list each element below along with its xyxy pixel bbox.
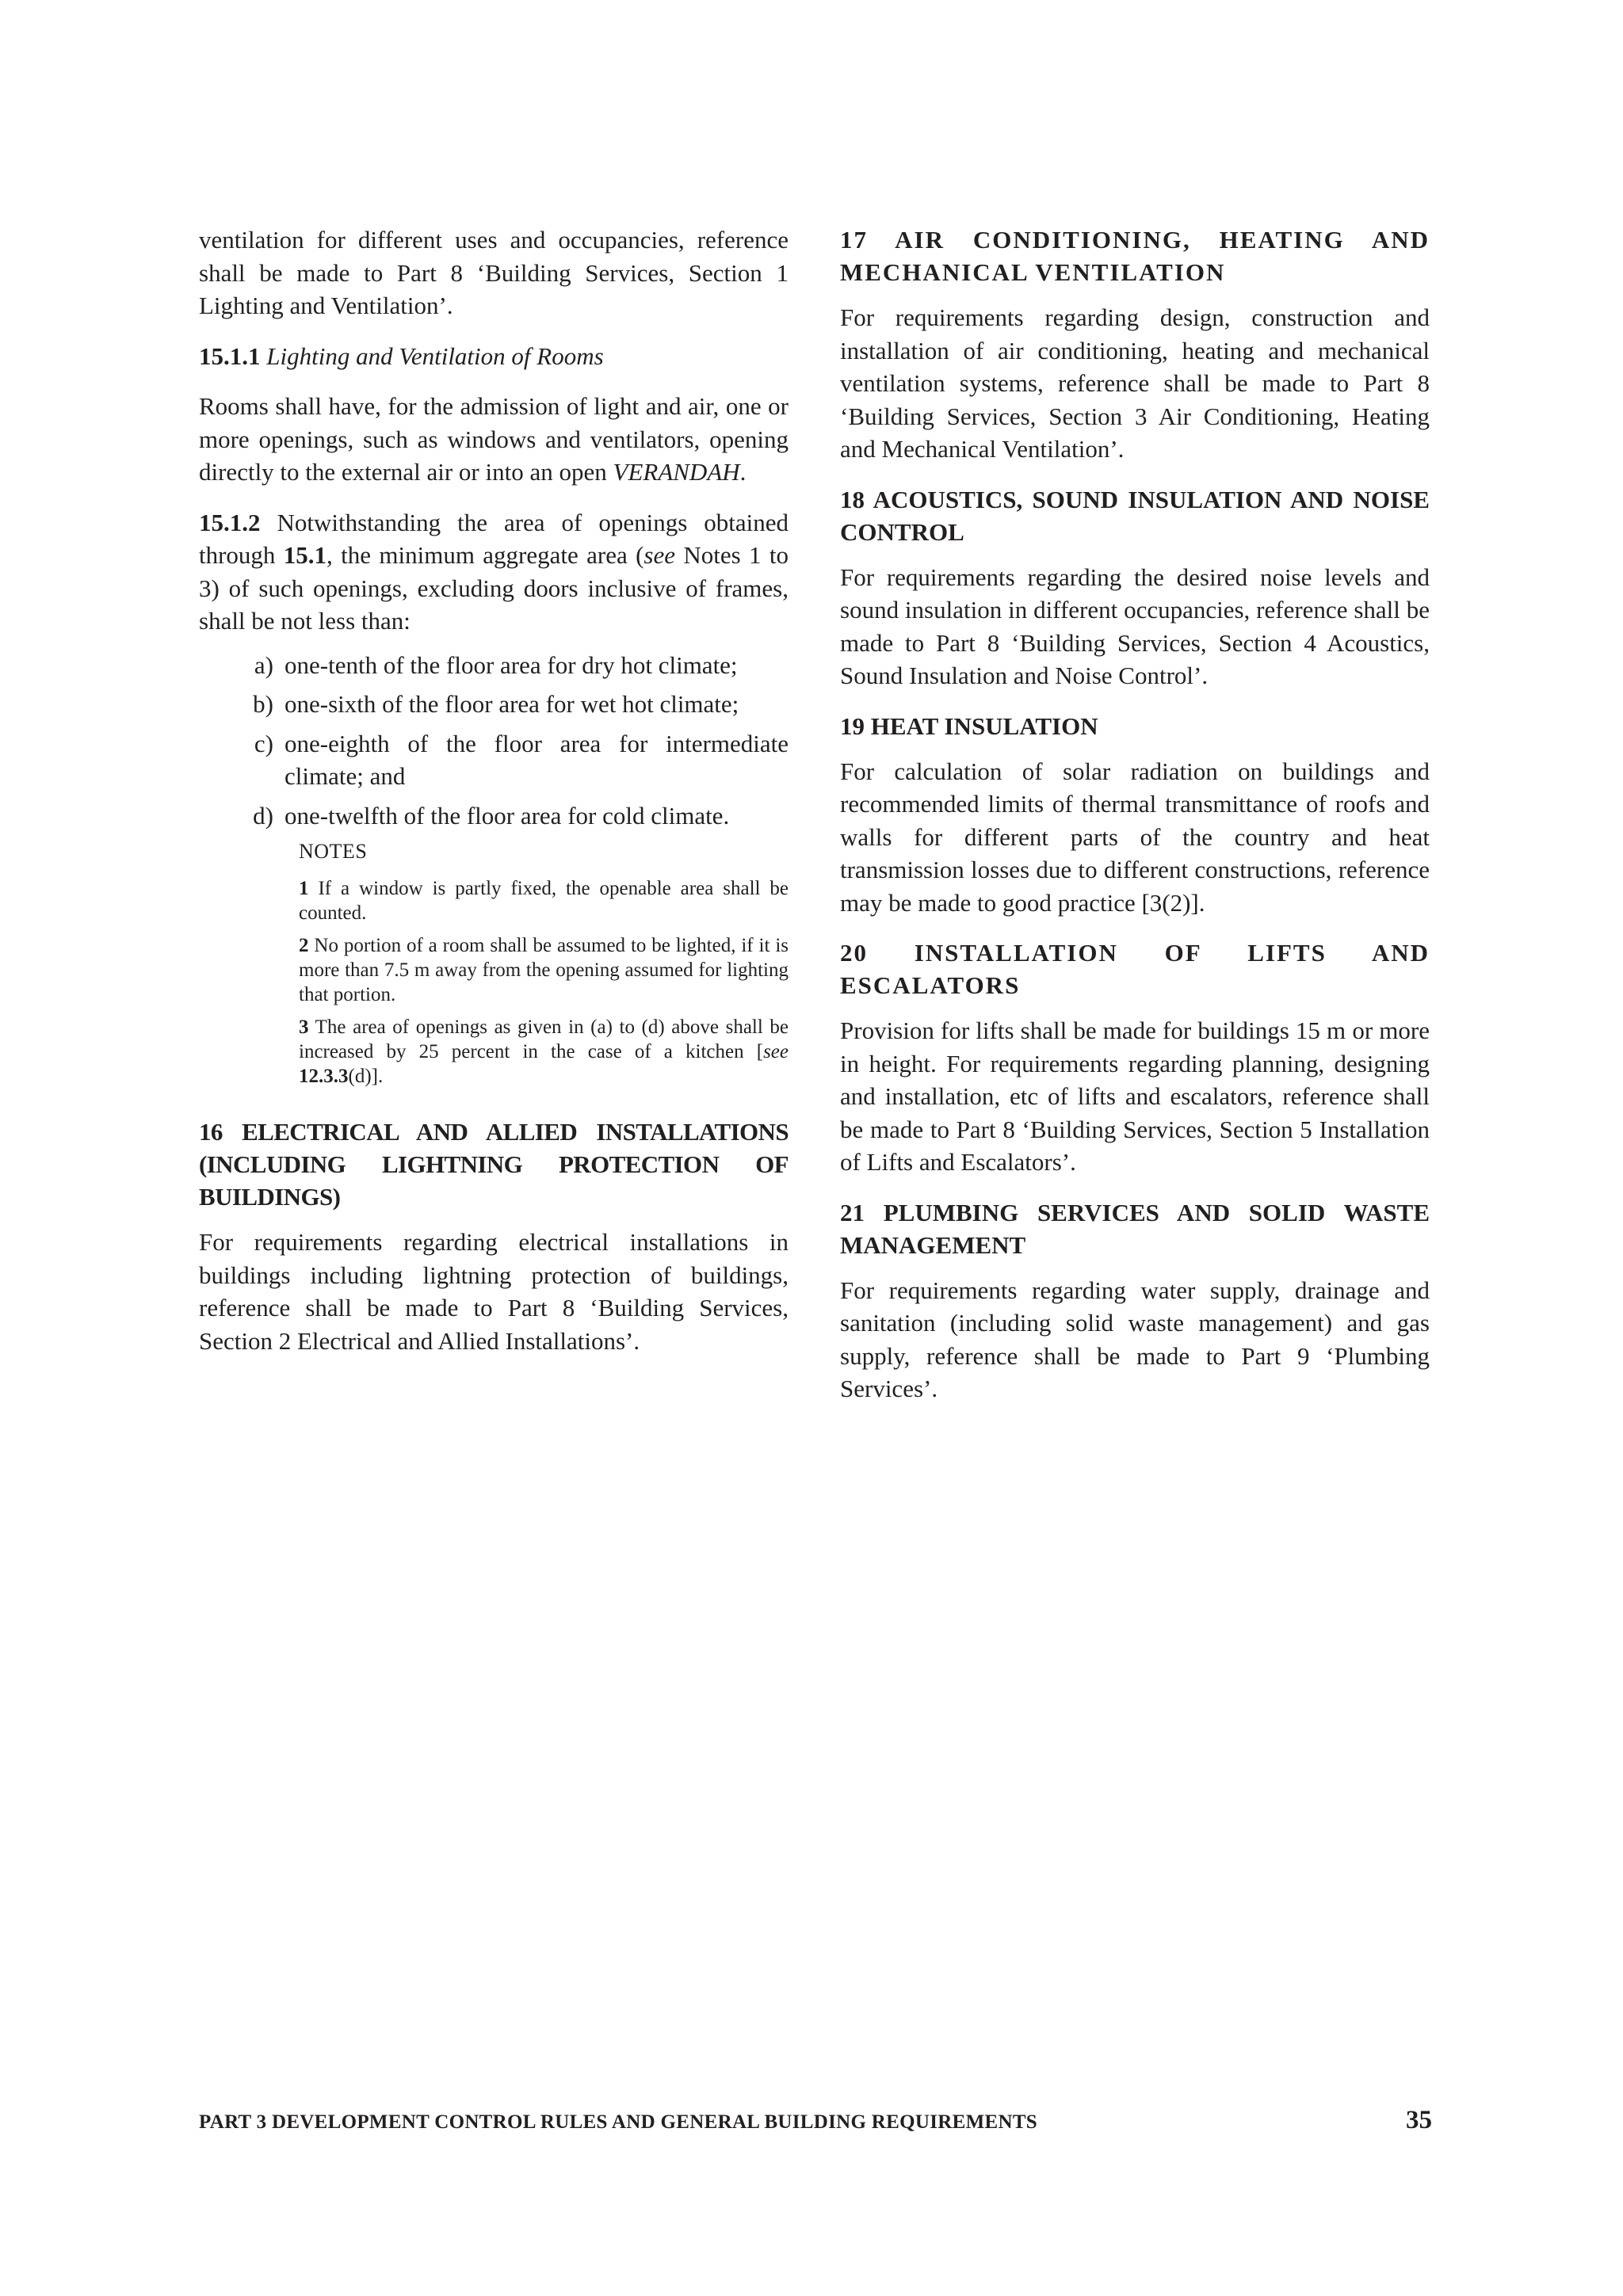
paragraph-text: , the minimum aggregate area ( bbox=[327, 541, 644, 569]
section-20-heading: 20 INSTALLATION OF LIFTS AND ESCALATORS bbox=[840, 939, 1430, 999]
section-21-body: For requirements regarding water supply, drainage and sanitation (including solid waste management) and gas supply, reference shall be made to Part 9 ‘Plumbing Services’. bbox=[840, 1276, 1430, 1402]
section-16-heading: 16 ELECTRICAL AND ALLIED INSTALLATIONS (INCLUDING LIGHTNING PROTECTION OF BUILDINGS) bbox=[199, 1118, 789, 1211]
section-19-body: For calculation of solar radiation on buildings and recommended limits of thermal transmittance of roofs and walls for different parts of the country and heat transmission losses due to different constructions, reference may be made to good practice [3(2)]. bbox=[840, 757, 1430, 917]
section-18-heading: 18 ACOUSTICS, SOUND INSULATION AND NOISE CONTROL bbox=[840, 485, 1430, 546]
section-17-body: For requirements regarding design, construction and installation of air conditioning, heating and mechanical ventilation systems, reference shall be made to Part 8 ‘Building Services, Section 3 Air Conditioning, Heating and Mechanical Ventilation’. bbox=[840, 303, 1430, 463]
section-18-body: For requirements regarding the desired noise levels and sound insulation in different occupancies, reference shall be made to Part 8 ‘Building Services, Section 4 Acoustics, Sound Insulation and Noise Control’. bbox=[840, 563, 1430, 689]
opening-area-list bbox=[199, 649, 789, 833]
note-text-end: (d)]. bbox=[348, 1066, 384, 1087]
list-text: one-sixth of the floor area for wet hot climate; bbox=[285, 690, 739, 718]
verandah-term: VERANDAH bbox=[613, 458, 740, 486]
list-item bbox=[199, 688, 789, 721]
right-column bbox=[840, 223, 1430, 1423]
notes-heading: NOTES bbox=[299, 840, 368, 863]
clause-reference: 15.1 bbox=[283, 541, 327, 569]
list-text: one-twelfth of the floor area for cold climate. bbox=[285, 801, 730, 830]
see-italic: see bbox=[643, 541, 675, 569]
subsection-title: Lighting and Ventilation of Rooms bbox=[266, 341, 604, 370]
list-item bbox=[199, 799, 789, 833]
notes-block bbox=[299, 838, 789, 1089]
list-item bbox=[199, 649, 789, 682]
note-text: No portion of a room shall be assumed to be lighted, if it is more than 7.5 m away from the opening assumed for lighting that portion. bbox=[299, 935, 789, 1005]
subsection-15-1-1-heading bbox=[199, 340, 789, 373]
list-label: a) bbox=[254, 650, 273, 679]
list-label: b) bbox=[253, 690, 273, 718]
note-number: 1 bbox=[299, 878, 309, 899]
list-label: c) bbox=[254, 729, 273, 757]
paragraph-text: Rooms shall have, for the admission of light and air, one or more openings, such as windows and ventilators, opening directly to the external air or into an open bbox=[199, 392, 789, 486]
note-item bbox=[299, 933, 789, 1007]
paragraph-text: Notes 1 to 3) of such openings, excluding doors inclusive of frames, shall be not less than: bbox=[199, 541, 789, 635]
section-17-heading: 17 AIR CONDITIONING, HEATING AND MECHANICAL VENTILATION bbox=[840, 226, 1430, 286]
paragraph-end: . bbox=[739, 458, 747, 486]
paragraph-text: Notwithstanding the area of openings obtained through bbox=[199, 508, 789, 569]
footer-title: PART 3 DEVELOPMENT CONTROL RULES AND GENERAL BUILDING REQUIREMENTS bbox=[199, 2111, 1037, 2133]
list-text: one-tenth of the floor area for dry hot climate; bbox=[285, 650, 738, 679]
page-number: 35 bbox=[1406, 2106, 1432, 2134]
note-item bbox=[299, 1015, 789, 1089]
list-item bbox=[199, 727, 789, 793]
page-footer bbox=[199, 2106, 1432, 2138]
list-label: d) bbox=[253, 801, 273, 830]
note-text: If a window is partly fixed, the openable area shall be counted. bbox=[299, 878, 789, 924]
intro-paragraph: ventilation for different uses and occupancies, reference shall be made to Part 8 ‘Building Services, Section 1 Lighting and Ventilation’. bbox=[199, 226, 789, 319]
section-20-body: Provision for lifts shall be made for buildings 15 m or more in height. For requirements regarding planning, designing and installation, etc of lifts and escalators, reference shall be made to Part 8 ‘Building Services, Section 5 Installation of Lifts and Escalators’. bbox=[840, 1016, 1430, 1176]
paragraph-15-1-1 bbox=[199, 390, 789, 489]
note-number: 2 bbox=[299, 935, 309, 956]
section-19-heading: 19 HEAT INSULATION bbox=[840, 711, 1098, 740]
section-16-body: For requirements regarding electrical installations in buildings including lightning protection of buildings, reference shall be made to Part 8 ‘Building Services, Section 2 Electrical and Allied Installations’. bbox=[199, 1228, 789, 1355]
paragraph-15-1-2 bbox=[199, 506, 789, 638]
note-number: 3 bbox=[299, 1016, 309, 1038]
left-column bbox=[199, 223, 789, 1375]
subsection-number: 15.1.2 bbox=[199, 508, 261, 536]
note-text: The area of openings as given in (a) to (d) above shall be increased by 25 percent in the case of a kitchen [ bbox=[299, 1016, 789, 1062]
clause-reference: 12.3.3 bbox=[299, 1066, 349, 1087]
list-text: one-eighth of the floor area for intermediate climate; and bbox=[285, 729, 789, 790]
section-21-heading: 21 PLUMBING SERVICES AND SOLID WASTE MANAGEMENT bbox=[840, 1198, 1430, 1259]
subsection-number: 15.1.1 bbox=[199, 341, 261, 370]
see-italic: see bbox=[763, 1041, 789, 1062]
note-item bbox=[299, 876, 789, 925]
